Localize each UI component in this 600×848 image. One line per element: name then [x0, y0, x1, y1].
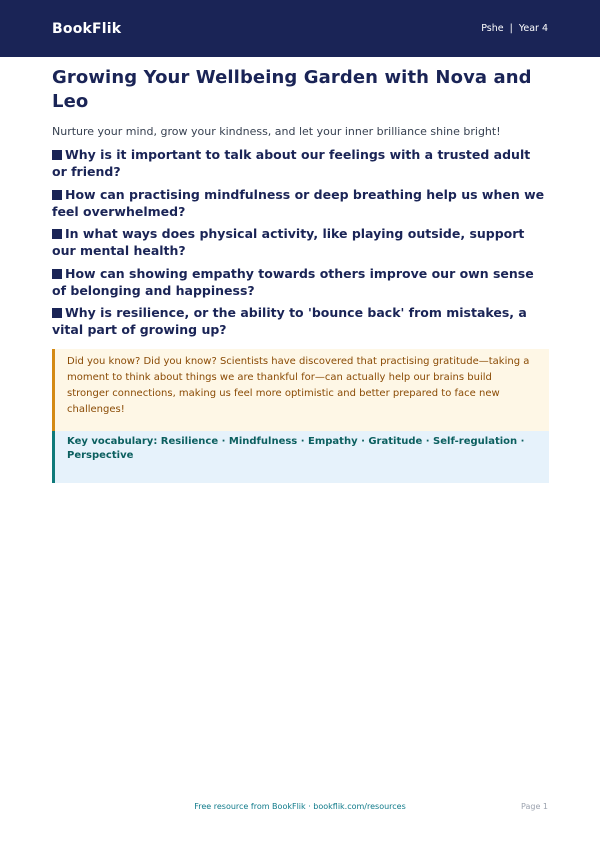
question-item: [52, 186, 549, 220]
question-text: Why is it important to talk about our feelings with a trusted adult or friend?: [52, 147, 531, 179]
question-text: In what ways does physical activity, like playing outside, support our mental health?: [52, 226, 525, 258]
page-footer: [0, 802, 600, 814]
bullet-square-icon: [52, 190, 62, 200]
top-header: [0, 0, 600, 57]
question-item: [52, 265, 549, 299]
page-number: Page 1: [521, 802, 548, 811]
key-vocabulary-box: Key vocabulary: Resilience · Mindfulness · Empathy · Gratitude · Self-regulation · Perspective: [52, 431, 549, 483]
question-item: [52, 146, 549, 180]
bullet-square-icon: [52, 229, 62, 239]
question-item: [52, 225, 549, 259]
question-text: Why is resilience, or the ability to 'bounce back' from mistakes, a vital part of growing up?: [52, 305, 527, 337]
year-label: Year 4: [518, 23, 548, 34]
page-subtitle: Nurture your mind, grow your kindness, and let your inner brilliance shine bright!: [52, 125, 501, 138]
meta-separator: |: [509, 23, 513, 34]
question-list: [52, 146, 549, 338]
subject-year: [481, 23, 548, 34]
bullet-square-icon: [52, 308, 62, 318]
footer-resource-link[interactable]: Free resource from BookFlik · bookflik.com/resources: [194, 802, 406, 811]
question-text: How can practising mindfulness or deep breathing help us when we feel overwhelmed?: [52, 186, 545, 219]
did-you-know-callout: Did you know? Did you know? Scientists have discovered that practising gratitude—taking a moment to think about things we are thankful for—can actually help our brains build stronger connections, making us feel more optimistic and better prepared to face new challenges!: [52, 349, 549, 431]
main-content: [52, 66, 549, 483]
question-text: How can showing empathy towards others improve our own sense of belonging and happiness?: [52, 265, 534, 298]
subject-label: Pshe: [481, 23, 504, 34]
page-title: Growing Your Wellbeing Garden with Nova and Leo: [52, 67, 532, 112]
question-item: [52, 304, 549, 338]
brand-logo[interactable]: BookFlik: [52, 20, 122, 37]
bullet-square-icon: [52, 150, 62, 160]
bullet-square-icon: [52, 269, 62, 279]
